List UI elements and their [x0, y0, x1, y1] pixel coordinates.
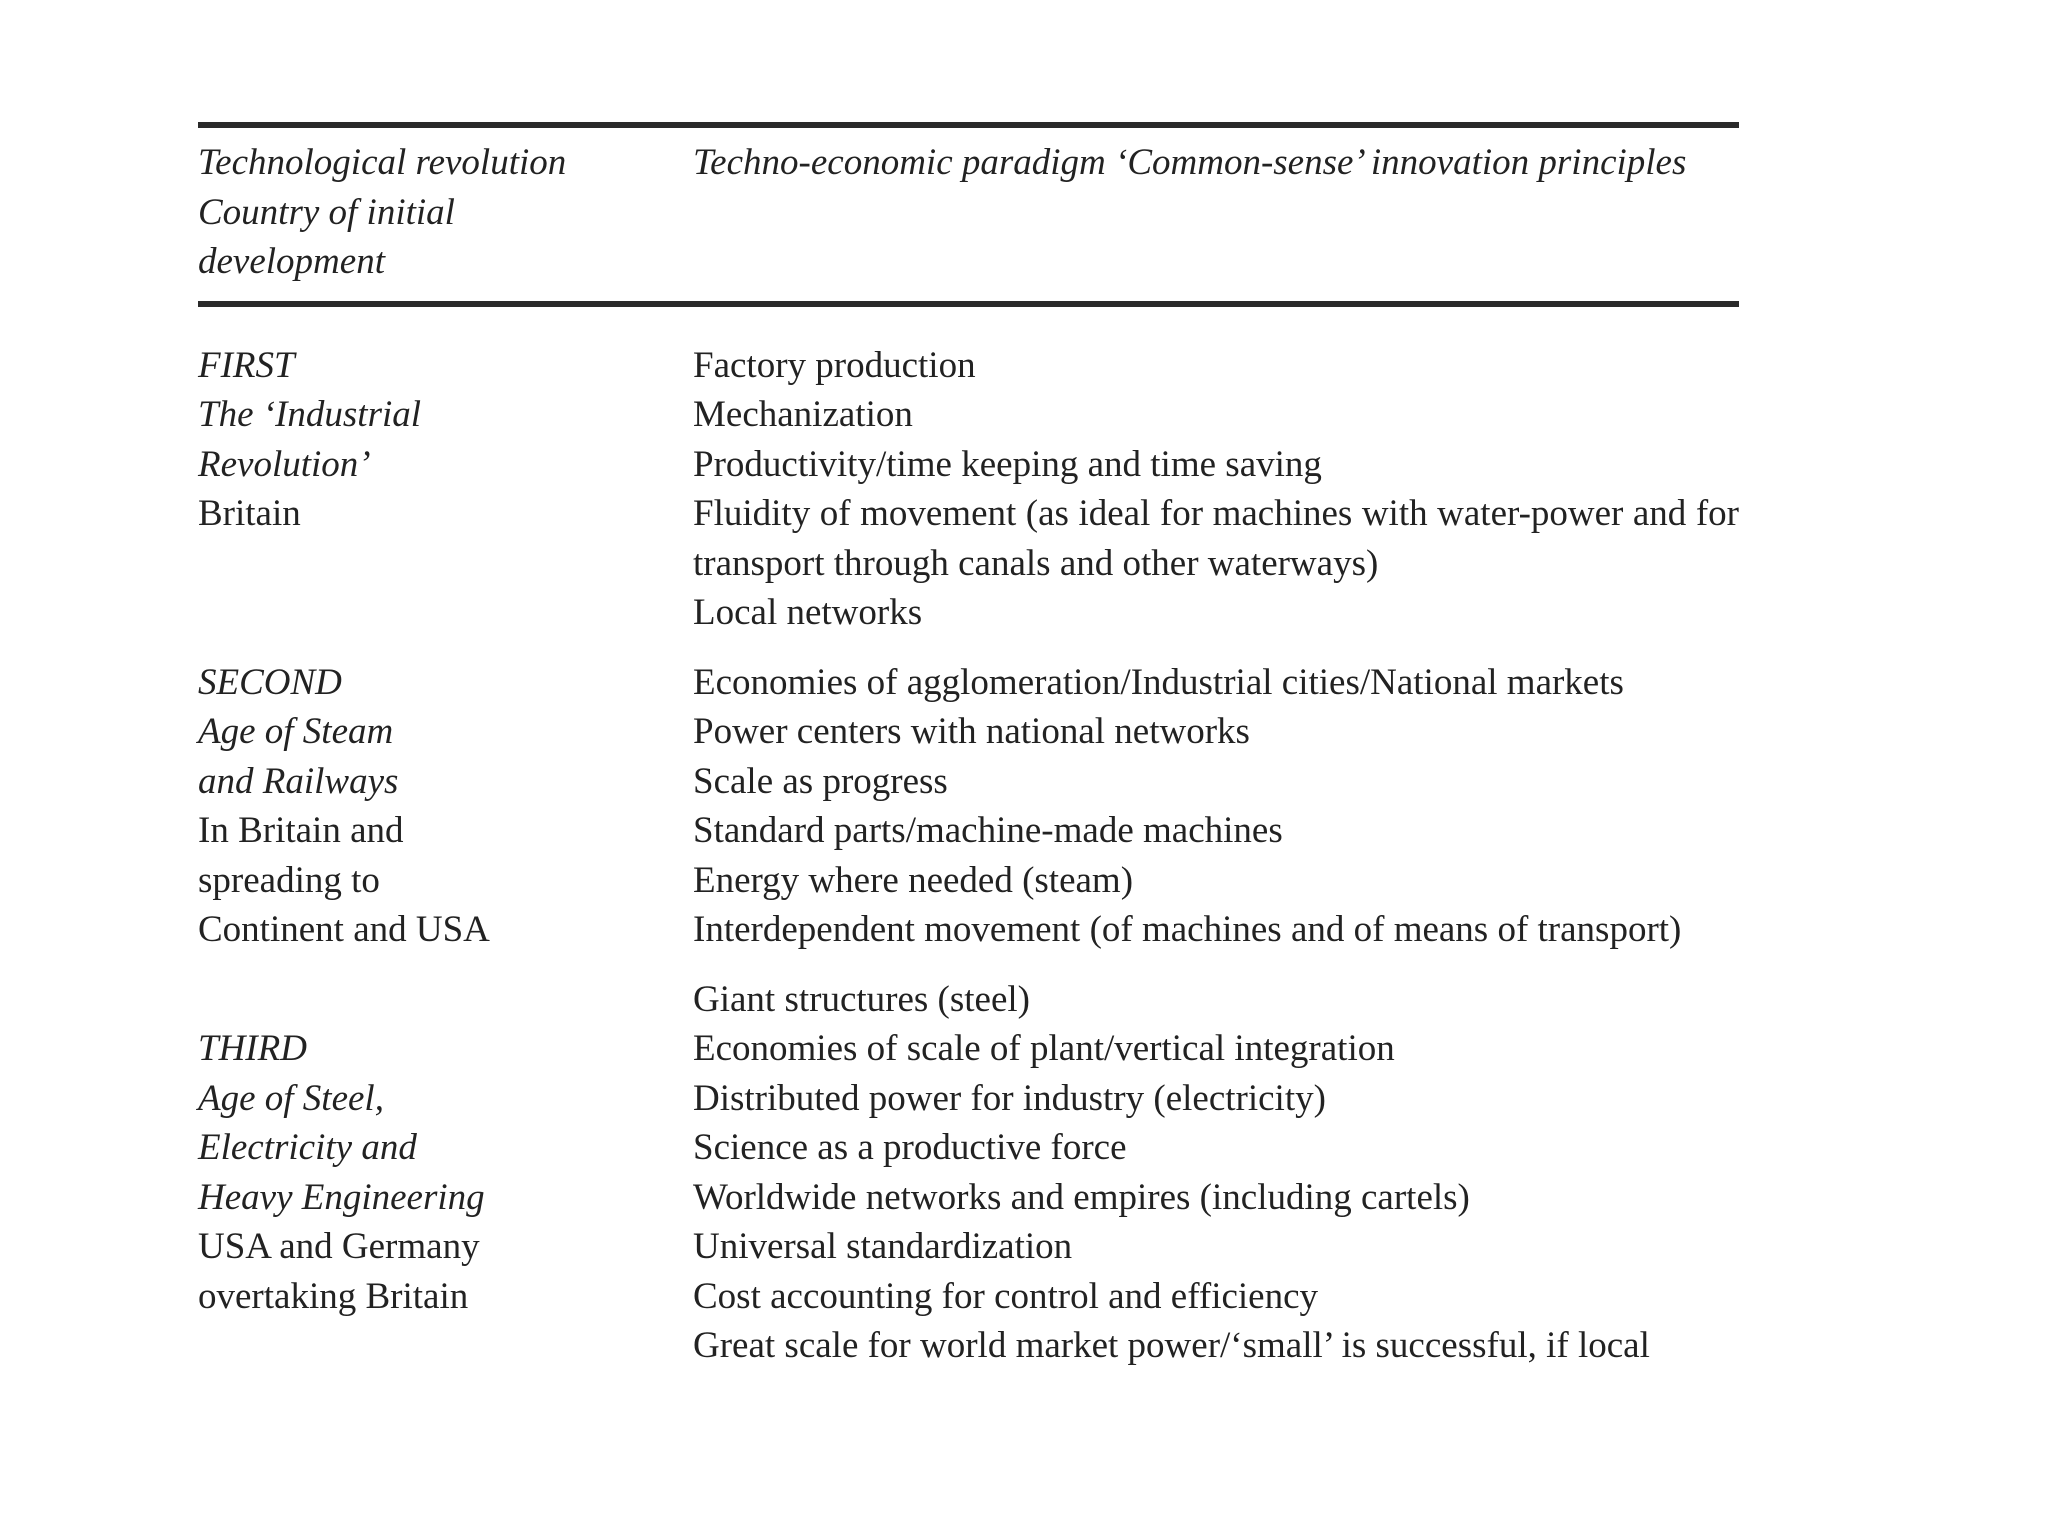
- principle-item: Scale as progress: [693, 760, 948, 802]
- header-left-line: development: [198, 241, 385, 282]
- era-name-line: Age of Steam: [198, 711, 394, 752]
- era-country-line: spreading to: [198, 859, 380, 901]
- principle-item: Giant structures (steel): [693, 978, 1030, 1020]
- paradigm-table: [198, 122, 1739, 1371]
- principle-item: Economies of scale of plant/vertical integration: [693, 1028, 1395, 1069]
- principle-item: Fluidity of movement (as ideal for machines with water-power and for transport through canals and other waterways): [693, 493, 1739, 584]
- era-spacer: [198, 638, 1739, 658]
- principle-item: Economies of agglomeration/Industrial cities/National markets: [693, 661, 1624, 703]
- era-label-column: [198, 341, 693, 638]
- principle-item: Power centers with national networks: [693, 711, 1250, 752]
- header-right-text: Techno-economic paradigm ‘Common-sense’ innovation principles: [693, 142, 1687, 183]
- principle-item: Great scale for world market power/‘small’ is successful, if local: [693, 1325, 1650, 1366]
- era-first: [198, 341, 1739, 638]
- era-name-line: Revolution’: [198, 443, 371, 485]
- header-left-column: [198, 138, 693, 287]
- era-ordinal: THIRD: [198, 1028, 307, 1069]
- era-principles-column: [693, 658, 1739, 955]
- era-name-line: Age of Steel,: [198, 1077, 384, 1119]
- era-name-line: Electricity and: [198, 1127, 417, 1168]
- era-spacer: [198, 955, 1739, 975]
- principle-item: Mechanization: [693, 394, 913, 435]
- header-left-line: Country of initial: [198, 191, 455, 233]
- principle-item: Standard parts/machine-made machines: [693, 810, 1283, 851]
- era-country-line: In Britain and: [198, 810, 404, 851]
- principle-item: Local networks: [693, 592, 923, 633]
- header-right-column: [693, 138, 1739, 287]
- era-country-line: Continent and USA: [198, 909, 490, 950]
- era-ordinal: SECOND: [198, 661, 342, 703]
- era-country-line: Britain: [198, 493, 301, 534]
- era-name-line: and Railways: [198, 760, 399, 802]
- era-country-line: overtaking Britain: [198, 1275, 469, 1317]
- era-name-line: Heavy Engineering: [198, 1176, 485, 1218]
- principle-item: Productivity/time keeping and time saving: [693, 443, 1322, 485]
- table-header: [198, 128, 1739, 301]
- era-third: [198, 975, 1739, 1371]
- principle-item: Factory production: [693, 344, 976, 386]
- era-second: [198, 658, 1739, 955]
- header-left-line: Technological revolution: [198, 142, 567, 183]
- principle-item: Cost accounting for control and efficiency: [693, 1275, 1319, 1317]
- table-body: [198, 307, 1739, 1371]
- principle-item: Science as a productive force: [693, 1127, 1127, 1168]
- era-label-column: [198, 975, 693, 1371]
- era-name-line: The ‘Industrial: [198, 394, 422, 435]
- era-country-line: USA and Germany: [198, 1226, 480, 1267]
- principle-item: Worldwide networks and empires (including cartels): [693, 1176, 1470, 1218]
- era-label-column: [198, 658, 693, 955]
- era-ordinal: FIRST: [198, 344, 295, 386]
- era-principles-column: [693, 341, 1739, 638]
- principle-item: Universal standardization: [693, 1226, 1073, 1267]
- principle-item: Energy where needed (steam): [693, 859, 1134, 901]
- principle-item: Distributed power for industry (electricity): [693, 1077, 1326, 1119]
- era-principles-column: [693, 975, 1739, 1371]
- principle-item: Interdependent movement (of machines and of means of transport): [693, 909, 1682, 950]
